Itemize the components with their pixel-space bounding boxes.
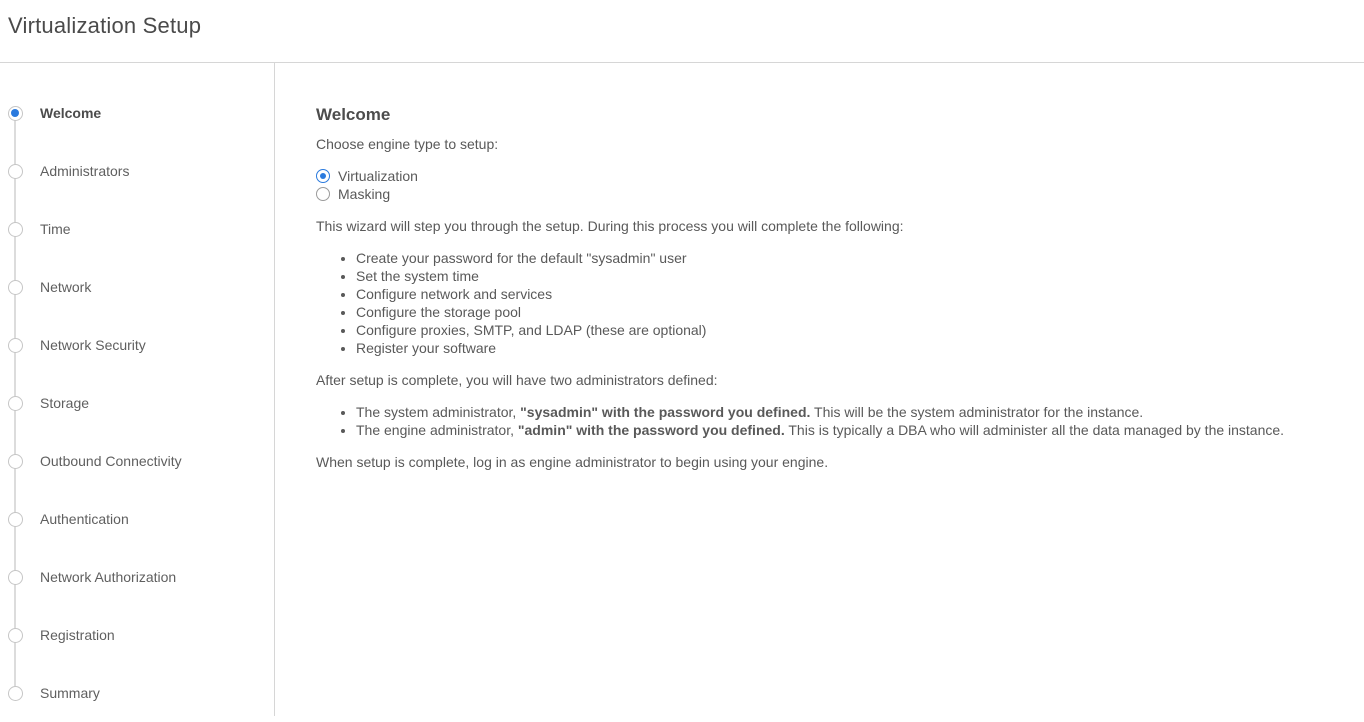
sidebar-step-storage[interactable] — [0, 374, 274, 432]
step-label: Administrators — [40, 163, 130, 179]
step-label: Authentication — [40, 511, 129, 527]
step-radio-icon — [8, 512, 23, 527]
sidebar-step-time[interactable] — [0, 200, 274, 258]
step-radio-icon — [8, 628, 23, 643]
setup-task-item: • Configure proxies, SMTP, and LDAP (these are optional) — [356, 321, 1334, 339]
step-label: Network Authorization — [40, 569, 177, 585]
administrator-item: • The system administrator, "sysadmin" with the password you defined. This will be the system administrator for the instance. — [356, 403, 1334, 421]
wizard-intro-text: This wizard will step you through the setup. During this process you will complete the following: — [316, 218, 904, 234]
radio-selected-icon — [316, 169, 330, 183]
step-radio-icon — [8, 164, 23, 179]
step-radio-icon — [8, 222, 23, 237]
main-layout — [0, 63, 1364, 716]
radio-unselected-icon — [316, 187, 330, 201]
setup-task-item: • Create your password for the default "sysadmin" user — [356, 249, 1334, 267]
step-radio-icon — [8, 570, 23, 585]
step-radio-icon — [8, 686, 23, 701]
engine-option-masking[interactable] — [316, 185, 1334, 203]
wizard-content-pane — [275, 63, 1364, 716]
sidebar-step-outbound-connectivity[interactable] — [0, 432, 274, 490]
setup-task-item: • Configure network and services — [356, 285, 1334, 303]
page-title: Virtualization Setup — [8, 13, 202, 38]
administrator-list — [316, 403, 1334, 439]
step-label: Storage — [40, 395, 90, 411]
step-radio-icon — [8, 396, 23, 411]
after-setup-text: After setup is complete, you will have two administrators defined: — [316, 372, 718, 388]
sidebar-step-authentication[interactable] — [0, 490, 274, 548]
step-radio-icon — [8, 338, 23, 353]
content-heading: Welcome — [316, 105, 391, 124]
sidebar-step-network-authorization[interactable] — [0, 548, 274, 606]
step-radio-icon — [8, 106, 23, 121]
choose-engine-prompt: Choose engine type to setup: — [316, 136, 499, 152]
engine-type-radio-group — [316, 167, 1334, 203]
setup-task-item: • Set the system time — [356, 267, 1334, 285]
step-label: Welcome — [40, 105, 102, 121]
sidebar-step-welcome[interactable] — [0, 84, 274, 142]
step-label: Summary — [40, 685, 100, 701]
engine-option-virtualization[interactable] — [316, 167, 1334, 185]
radio-label: Masking — [338, 186, 391, 202]
wizard-step-sidebar — [0, 63, 275, 716]
administrator-item: • The engine administrator, "admin" with the password you defined. This is typically a DBA who will administer all the data managed by the instance. — [356, 421, 1334, 439]
step-label: Network Security — [40, 337, 146, 353]
sidebar-step-registration[interactable] — [0, 606, 274, 664]
setup-task-item: • Configure the storage pool — [356, 303, 1334, 321]
sidebar-step-network[interactable] — [0, 258, 274, 316]
radio-label: Virtualization — [338, 168, 418, 184]
app-header — [0, 0, 1364, 63]
sidebar-step-administrators[interactable] — [0, 142, 274, 200]
setup-task-list — [316, 249, 1334, 357]
step-radio-icon — [8, 280, 23, 295]
sidebar-step-summary[interactable] — [0, 664, 274, 722]
step-label: Time — [40, 221, 71, 237]
step-radio-icon — [8, 454, 23, 469]
sidebar-step-network-security[interactable] — [0, 316, 274, 374]
step-label: Outbound Connectivity — [40, 453, 182, 469]
closing-text: When setup is complete, log in as engine administrator to begin using your engine. — [316, 454, 829, 470]
step-label: Registration — [40, 627, 115, 643]
setup-task-item: • Register your software — [356, 339, 1334, 357]
step-label: Network — [40, 279, 92, 295]
